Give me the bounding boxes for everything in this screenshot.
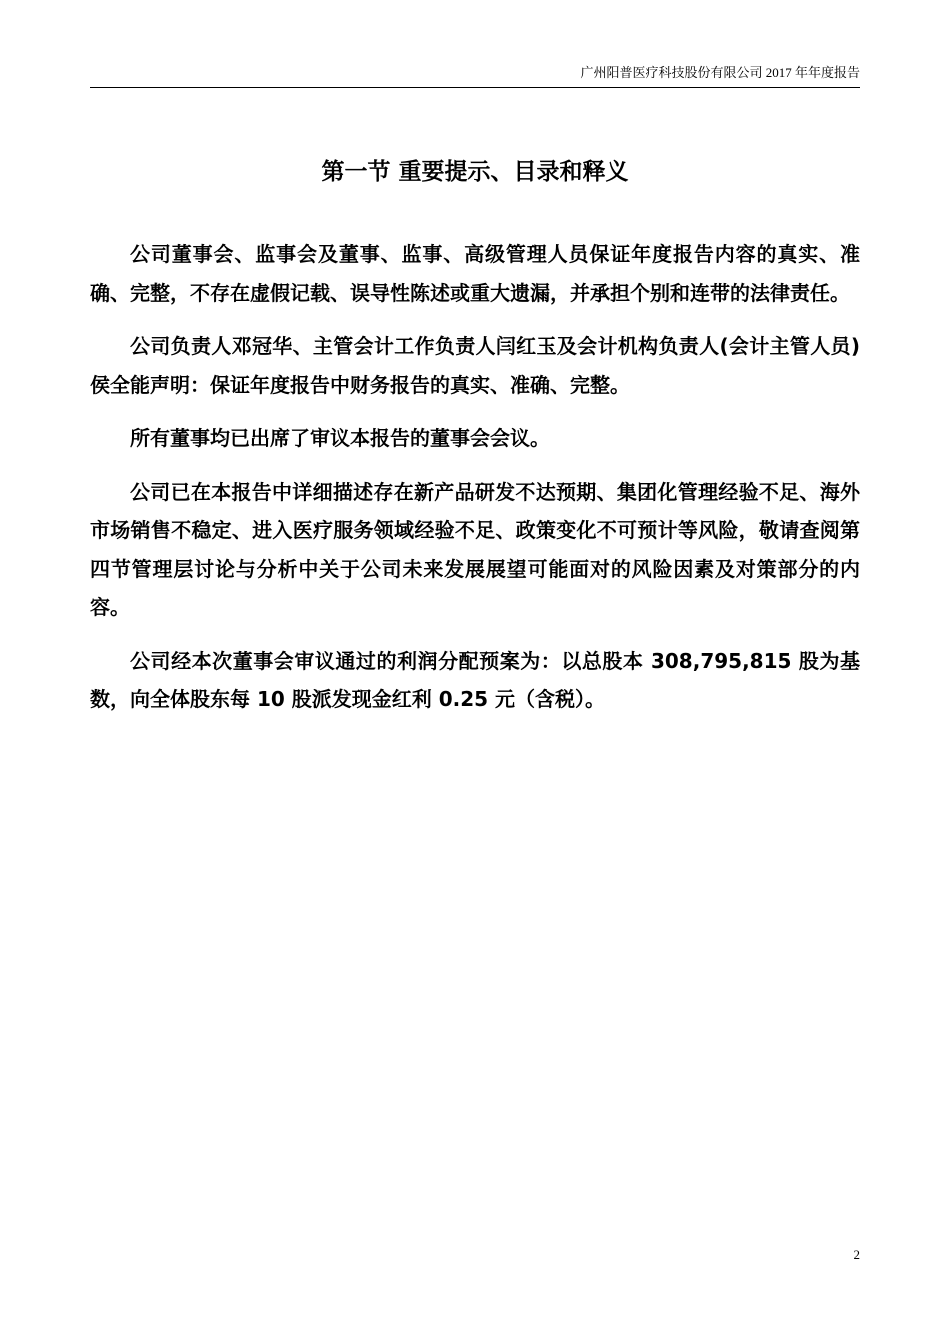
paragraph-accuracy-statement: 公司董事会、监事会及董事、监事、高级管理人员保证年度报告内容的真实、准确、完整，不存在虚假记载、误导性陈述或重大遗漏，并承担个别和连带的法律责任。 <box>90 242 860 305</box>
page-number: 2 <box>853 1247 860 1262</box>
paragraph-profit-distribution: 公司经本次董事会审议通过的利润分配预案为：以总股本 308,795,815 股为基数，向全体股东每 10 股派发现金红利 0.25 元（含税）。 <box>90 648 860 711</box>
paragraph-risk-notice: 公司已在本报告中详细描述存在新产品研发不达预期、集团化管理经验不足、海外市场销售不稳定、进入医疗服务领域经验不足、政策变化不可预计等风险，敬请查阅第四节管理层讨论与分析中关于公司未来发展展望可能面对的风险因素及对策部分的内容。 <box>90 479 860 619</box>
section-title: 第一节 重要提示、目录和释义 <box>321 159 629 185</box>
page-header: 广州阳普医疗科技股份有限公司 2017 年年度报告 <box>580 65 860 80</box>
paragraph-board-attendance: 所有董事均已出席了审议本报告的董事会会议。 <box>130 426 550 450</box>
header-divider <box>90 87 860 88</box>
paragraph-responsible-persons: 公司负责人邓冠华、主管会计工作负责人闫红玉及会计机构负责人(会计主管人员)侯全能声明：保证年度报告中财务报告的真实、准确、完整。 <box>90 334 860 397</box>
body-text <box>90 235 860 719</box>
